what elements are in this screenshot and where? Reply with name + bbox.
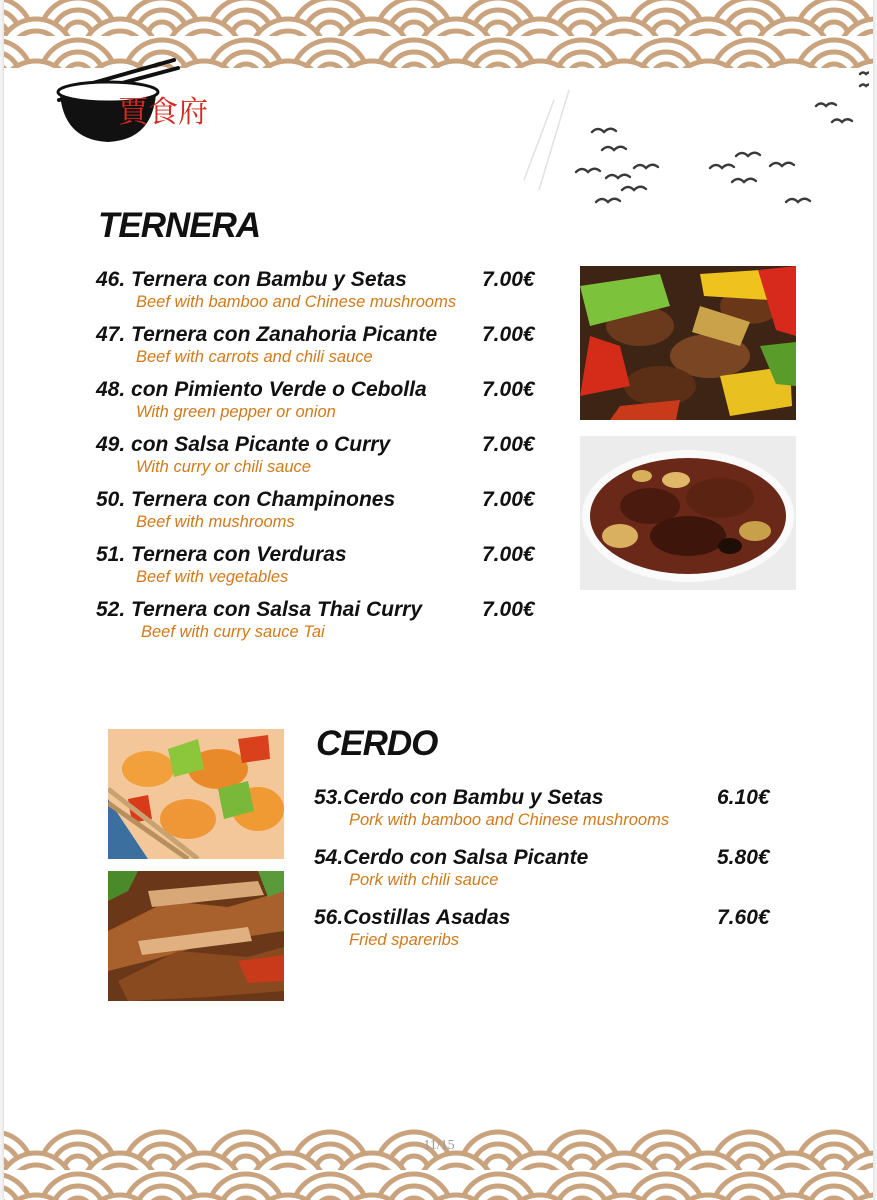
item-price: 7.00€ bbox=[482, 598, 535, 621]
item-description: Beef with vegetables bbox=[136, 568, 289, 586]
item-price: 7.60€ bbox=[717, 906, 770, 929]
item-price: 7.00€ bbox=[482, 543, 535, 566]
pork-dish-photo-2 bbox=[108, 871, 284, 1001]
item-description: Fried spareribs bbox=[349, 931, 460, 949]
item-description: Beef with bamboo and Chinese mushrooms bbox=[136, 293, 457, 311]
item-price: 7.00€ bbox=[482, 378, 535, 401]
beef-dish-photo-1 bbox=[580, 266, 796, 420]
item-name: 51. Ternera con Verduras bbox=[96, 543, 347, 566]
section-title-ternera: TERNERA bbox=[98, 206, 261, 245]
item-name: 53.Cerdo con Bambu y Setas bbox=[314, 786, 604, 809]
section-title-cerdo: CERDO bbox=[316, 724, 438, 763]
item-description: Pork with bamboo and Chinese mushrooms bbox=[349, 811, 670, 829]
item-price: 7.00€ bbox=[482, 433, 535, 456]
item-description: With green pepper or onion bbox=[136, 403, 336, 421]
item-description: Beef with carrots and chili sauce bbox=[136, 348, 373, 366]
item-price: 7.00€ bbox=[482, 488, 535, 511]
page-number: 11/15 bbox=[423, 1138, 455, 1153]
menu-page bbox=[4, 0, 873, 1200]
item-name: 48. con Pimiento Verde o Cebolla bbox=[96, 378, 427, 401]
item-name: 49. con Salsa Picante o Curry bbox=[96, 433, 391, 456]
item-price: 7.00€ bbox=[482, 323, 535, 346]
item-name: 52. Ternera con Salsa Thai Curry bbox=[96, 598, 423, 621]
item-description: Pork with chili sauce bbox=[349, 871, 499, 889]
item-name: 56.Costillas Asadas bbox=[314, 906, 511, 929]
item-description: With curry or chili sauce bbox=[136, 458, 311, 476]
restaurant-logo bbox=[56, 52, 256, 147]
item-name: 50. Ternera con Champinones bbox=[96, 488, 396, 511]
pork-dish-photo-1 bbox=[108, 729, 284, 859]
logo-chinese-text: 賈食府 bbox=[118, 95, 208, 130]
item-price: 6.10€ bbox=[717, 786, 770, 809]
item-price: 5.80€ bbox=[717, 846, 770, 869]
item-name: 46. Ternera con Bambu y Setas bbox=[96, 268, 407, 291]
birds-decoration bbox=[514, 60, 869, 220]
item-name: 47. Ternera con Zanahoria Picante bbox=[96, 323, 438, 346]
item-description: Beef with mushrooms bbox=[136, 513, 295, 531]
item-description: Beef with curry sauce Tai bbox=[141, 623, 325, 641]
item-price: 7.00€ bbox=[482, 268, 535, 291]
beef-dish-photo-2 bbox=[580, 436, 796, 590]
item-name: 54.Cerdo con Salsa Picante bbox=[314, 846, 589, 869]
